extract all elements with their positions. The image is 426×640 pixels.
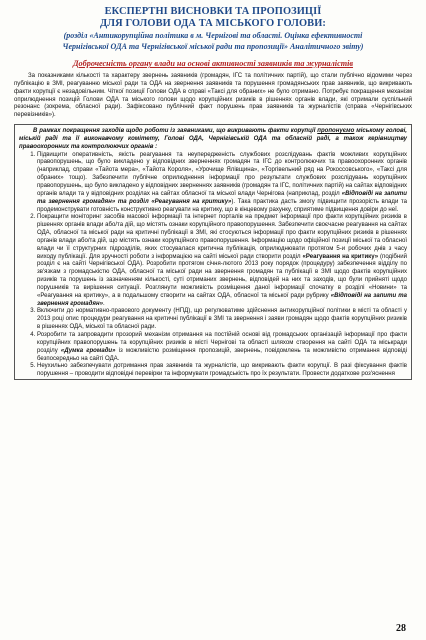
box-lead-paragraph: [19, 128, 407, 152]
recommendation-item: [37, 308, 407, 332]
recommendation-text: Підвищити оперативність, якість реагування та неупередженість службових розслідувань фактів можливих корупційних правопорушень, що було викладено у відповідних зверненнях громадян та ІГС до контролюючих та правоохоронних органів (наприклад, справи «Тайота мера», «Тайота Короля», «Урочище Ялівщина», «Торгівельний ряд на Рокоссовського», «Таксі для обраних» тощо). Забезпечити публічне оприлюднення інформації про результати службових розслідувань корупційних правопорушень, що було викладено у відповідних зверненнях заявників (громадян та ІГС, політичних партій) на сайтах відповідних органів влади та у відповідних розділах на сайтах обласної та міської влади Чернігова (наприклад, розділ: [37, 151, 408, 197]
box-lead-part2: міському голові, міській раді та її виконавчому комітету, Голові ОДА, Чернігівській ОДА та обласній раді, а також керівництву правоохоронних та контролюючих органів :: [19, 128, 407, 150]
recommendation-text: Покращити моніторинг засобів масової інформації та інтернет порталів на предмет інформації про факти корупційних ризиків в рішеннях органів влади або/та дій, що містять ознаки корупційного правопорушення. Забезпечити своєчасне реагування на сайтах ОДА, обласної та міської ради на критичні публікації в ЗМІ, які стосуються інформації про факти корупційних ризиків в рішеннях органів влади або/та дій, що містять ознаки корупційного правопорушення. Інформацію щодо офіційної позиції міської та обласної влади чи її структурних підрозділів, яких стосувалася критична публікація, оприлюднювати протягом 5-и робочих днів з часу виходу публікації. Для зручності роботи з інформацією на сайті міської ради створити розділ: [37, 214, 407, 260]
intro-paragraph: За показниками кількості та характеру звернень заявників (громадян, ІГС та політичних партій), що стали публічно відомими через публікацію в ЗМІ, реагуванню міської ради та ОДА на звернення заявників та порушення громадянських прав заявників, що викривають факти корупції є незадовільним. Чіткої позиції Голови ОДА в справі «Таксі для обраних» не було отримано. Потребує покращення механізм оприлюднення позицій Голови ОДА та міського голови щодо корупційних ризиків в рішеннях органів влади, які отримали суспільний резонанс (зокрема, обласної ради). Зафіксовано публічний факт порушень прав заявників та журналістів (справа «Чернігівських перевізників»).: [14, 73, 412, 119]
recommendation-text: Включити до нормативно-правового документу (НПД), що регулюватиме здійснення антикорупційної політики в місті та області у 2013 році опис процедури реагування на критичні публікації в ЗМІ та звернення і заяви громадян щодо фактів корупційних ризиків в рішеннях ОДА, міської та обласної ради.: [37, 308, 407, 331]
recommendation-text: «Відповіді на запити та звернення громадян»: [37, 292, 407, 307]
box-lead-underlined: пропонуємо: [317, 128, 355, 135]
recommendation-item: [37, 332, 407, 363]
section-title: Доброчесність органу влади на основі активності заявників та журналістів: [72, 59, 354, 68]
recommendation-text: «Думка громади»: [60, 347, 116, 354]
subtitle-line-1: (розділ «Антикорупційна політика в м. Чернігові та області. Оцінка ефективності: [63, 31, 363, 40]
title-line-2: ДЛЯ ГОЛОВИ ОДА ТА МІСЬКОГО ГОЛОВИ:: [100, 18, 326, 29]
recommendation-text: «Реагування на критику»: [302, 253, 379, 260]
recommendation-text: Розробити та запровадити прозорий механізм отримання на постійній основі від громадських організацій інформації про факти корупційних правопорушень та корупційних ризиків в місті Чернігові та області шляхом створення на сайті ОДА та міськради розділу: [37, 332, 407, 354]
recommendation-text: ). Така практика дасть змогу підвищити прозорість влади та продемонструвати готовність конструктивно реагувати на критику, що в кінцевому рахунку, сприятиме підвищення довіри до неї.: [37, 198, 407, 213]
recommendation-item: [37, 214, 407, 308]
recommendations-list: [19, 152, 407, 379]
recommendation-text: .: [102, 300, 105, 307]
recommendation-item: [37, 152, 407, 215]
recommendation-text: із можливістю розміщення пропозицій, звернень, повідомлень та можливістю отримання відповіді безпосередньо на сайті ОДА.: [37, 347, 407, 362]
recommendations-box: [14, 124, 412, 380]
recommendation-text: «Відповіді на запити та звернення громадян» та розділ «Реагування на критику»: [37, 190, 407, 205]
page-number: 28: [396, 623, 406, 634]
recommendation-item: [37, 363, 407, 379]
subtitle-line-2: Чернігівської ОДА та Чернігівської міської ради та пропозиції» Аналітичного звіту): [62, 42, 364, 51]
title-line-1: ЕКСПЕРТНІ ВИСНОВКИ ТА ПРОПОЗИЦІЇ: [104, 6, 322, 17]
box-lead-part1: В рамках покращення заходів щодо роботи із заявниками, що викривають факти корупції: [33, 128, 318, 135]
recommendation-text: (подібний розділ є на сайті Чернігівської ОДА). Розробити протягом січня-лютого 2013 року порядок (процедуру) забезпечення відділу по зв'язкам з громадськістю ОДА, обласної та міської ради на звернення громадян та публікації в ЗМІ щодо фактів корупційних ризиків та порушень із зазначенням кількості, суті отриманих звернень, відповідей на них та заходів, що були прийняті щодо порушників та вирішення ситуації. Розглянути можливість розміщення даної інформації спочатку в розділі «Новини» та «Реагування на критику», а в подальшому створити на сайтах ОДА, обласної та міської ради рубрику: [37, 253, 407, 299]
recommendation-text: Неухильно забезпечувати дотримання прав заявників та журналістів, що викривають факти корупції. В разі фіксування фактів порушення – проводити відповідні перевірки та інформувати громадськість про їх результати. Провести додаткове роз'яснення: [37, 363, 407, 378]
